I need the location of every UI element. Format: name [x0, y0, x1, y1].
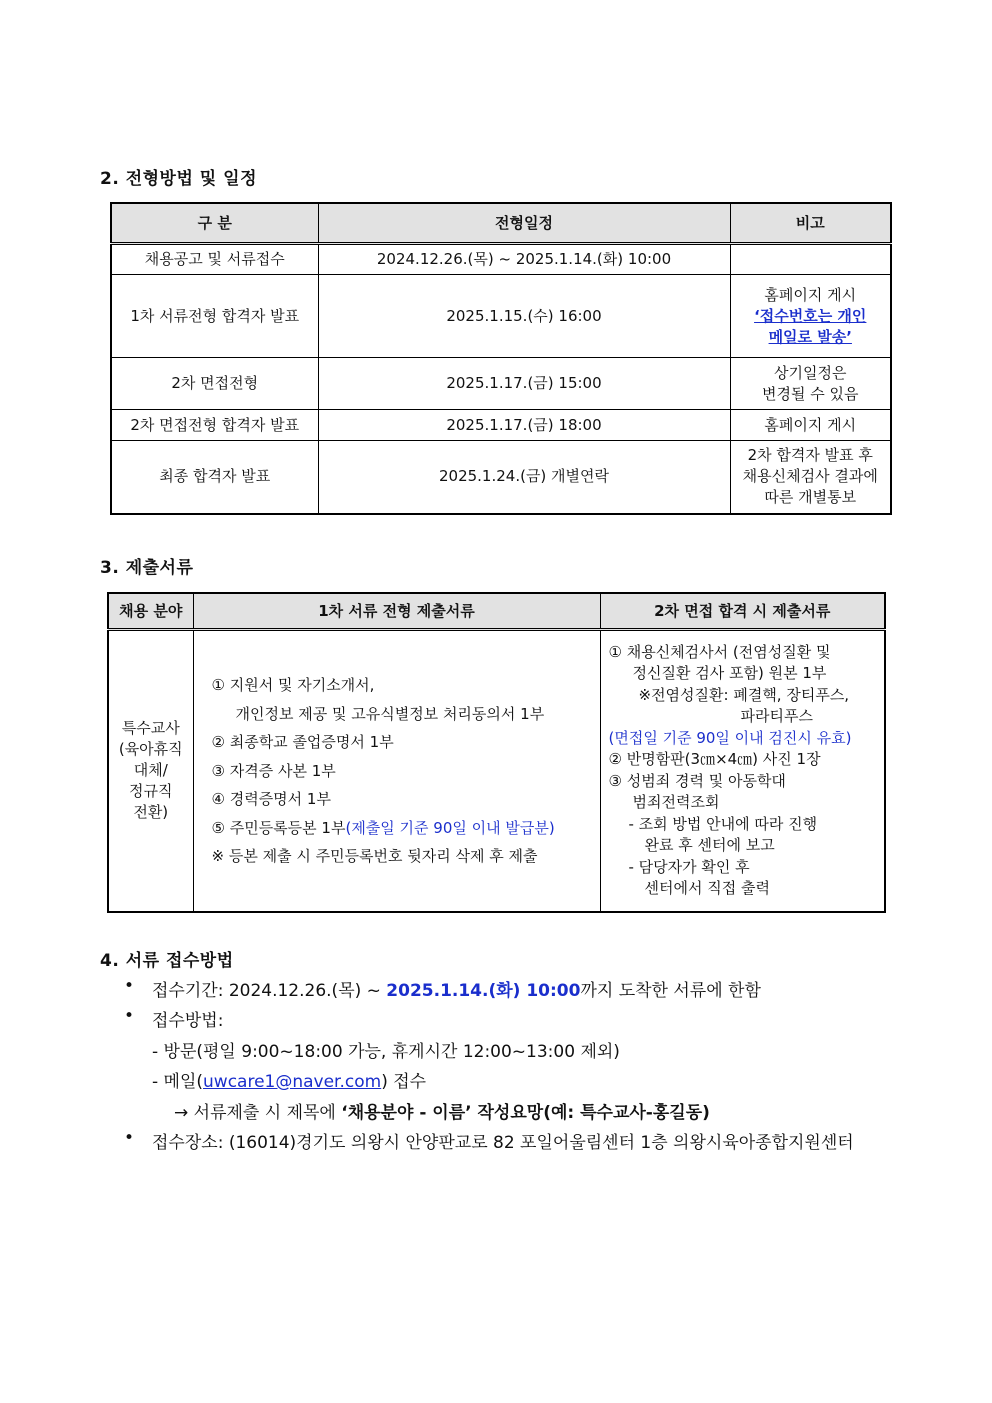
mail-text: ) 접수 — [381, 1072, 427, 1092]
docs1-line: 개인정보 제공 및 고유식별정보 처리동의서 1부 — [235, 704, 545, 723]
row-category: 2차 면접전형 합격자 발표 — [111, 410, 318, 441]
docs1-line: ④ 경력증명서 1부 — [211, 790, 331, 808]
docs2-line: 센터에서 직접 출력 — [644, 879, 770, 898]
method-line: 접수방법: — [152, 1011, 224, 1031]
docs2-line: - 담당자가 확인 후 — [628, 857, 750, 876]
docs1-line — [212, 814, 596, 843]
field-line: 대체/ — [133, 761, 168, 780]
docs2-line: ③ 성범죄 경력 및 아동학대 — [608, 771, 786, 790]
period-line — [152, 976, 761, 1001]
table-row — [111, 244, 891, 275]
note-emphasis: 메일로 발송’ — [768, 327, 852, 346]
header-category: 구 분 — [111, 203, 318, 244]
header-docs2: 2차 면접 합격 시 제출서류 — [600, 593, 885, 630]
row-category: 채용공고 및 서류접수 — [111, 244, 318, 275]
header-schedule: 전형일정 — [318, 203, 730, 244]
table-row — [111, 358, 891, 410]
section2-title: 2. 전형방법 및 일정 — [100, 169, 257, 189]
docs1-line: ① 지원서 및 자기소개서, — [211, 676, 375, 694]
docs1-cell — [193, 630, 600, 912]
table-row — [111, 275, 891, 358]
docs2-line: ② 반명함판(3㎝×4㎝) 사진 1장 — [608, 750, 821, 769]
place-line: 접수장소: (16014)경기도 의왕시 안양판교로 82 포일어울림센터 1층 의왕시육아종합지원센터 — [152, 1133, 854, 1153]
field-line: (육아휴직 — [118, 740, 183, 759]
row-note — [730, 244, 891, 275]
docs1-text: ⑤ 주민등록등본 1부 — [211, 818, 346, 837]
header-docs1: 1차 서류 전형 제출서류 — [193, 593, 600, 630]
field-line: 특수교사 — [121, 719, 180, 738]
row-note: 홈페이지 게시 — [730, 410, 891, 441]
table-row — [108, 630, 885, 912]
bullet-icon: • — [124, 976, 135, 996]
header-note: 비고 — [730, 203, 891, 244]
row-schedule: 2025.1.17.(금) 18:00 — [318, 410, 730, 441]
row-category: 최종 합격자 발표 — [111, 441, 318, 514]
bullet-icon: • — [124, 1006, 135, 1026]
row-schedule: 2025.1.15.(수) 16:00 — [318, 275, 730, 358]
docs1-line: ③ 자격증 사본 1부 — [211, 761, 336, 780]
field-cell — [108, 630, 193, 912]
docs1-line: ② 최종학교 졸업증명서 1부 — [211, 733, 394, 751]
docs2-cell — [600, 630, 885, 912]
note-line: 따른 개별통보 — [764, 488, 857, 507]
docs2-line: 완료 후 센터에 보고 — [644, 836, 775, 855]
note-line: 홈페이지 게시 — [764, 285, 857, 304]
table-row — [111, 410, 891, 441]
period-text: 접수기간: 2024.12.26.(목) ~ — [152, 981, 387, 1001]
documents-header-row — [108, 593, 885, 630]
mail-text: - 메일( — [152, 1072, 204, 1092]
docs2-line: 파라티푸스 — [740, 707, 813, 726]
docs2-line: ※전염성질환: 폐결핵, 장티푸스, — [638, 685, 850, 704]
field-line: 전환) — [133, 803, 169, 822]
docs2-line: 범죄전력조회 — [632, 793, 720, 812]
schedule-table — [110, 202, 892, 515]
row-schedule: 2025.1.24.(금) 개별연락 — [318, 441, 730, 514]
visit-line: - 방문(평일 9:00~18:00 가능, 휴게시간 12:00~13:00 제외) — [152, 1042, 620, 1062]
row-category: 1차 서류전형 합격자 발표 — [111, 275, 318, 358]
note-line: 상기일정은 — [774, 363, 847, 382]
mail-line — [152, 1067, 426, 1092]
table-row — [111, 441, 891, 514]
email-link[interactable]: uwcare1@naver.com — [203, 1072, 382, 1092]
period-text: 까지 도착한 서류에 한함 — [580, 981, 761, 1001]
documents-table — [107, 592, 886, 913]
docs1-note: (제출일 기준 90일 이내 발급분) — [345, 818, 555, 837]
schedule-header-row — [111, 203, 891, 244]
row-note — [730, 275, 891, 358]
subject-text: → 서류제출 시 제목에 — [174, 1103, 342, 1123]
row-schedule: 2024.12.26.(목) ~ 2025.1.14.(화) 10:00 — [318, 244, 730, 275]
field-line: 정규직 — [129, 782, 173, 801]
row-note — [730, 441, 891, 514]
section3-title: 3. 제출서류 — [100, 558, 194, 578]
row-note — [730, 358, 891, 410]
docs2-line: ① 채용신체검사서 (전염성질환 및 — [608, 642, 831, 661]
docs2-note: (면접일 기준 90일 이내 검진시 유효) — [608, 728, 852, 747]
section4-title: 4. 서류 접수방법 — [100, 951, 234, 971]
docs2-line: 정신질환 검사 포함) 원본 1부 — [632, 664, 827, 683]
subject-format: ‘채용분야 - 이름’ 작성요망(예: 특수교사-홍길동) — [341, 1103, 710, 1123]
period-deadline: 2025.1.14.(화) 10:00 — [386, 981, 581, 1001]
docs2-line: - 조회 방법 안내에 따라 진행 — [628, 814, 818, 833]
note-emphasis: ‘접수번호는 개인 — [754, 306, 867, 325]
note-line: 변경될 수 있음 — [762, 384, 859, 403]
bullet-icon: • — [124, 1128, 135, 1148]
row-schedule: 2025.1.17.(금) 15:00 — [318, 358, 730, 410]
docs1-line: ※ 등본 제출 시 주민등록번호 뒷자리 삭제 후 제출 — [211, 847, 538, 865]
subject-line — [174, 1098, 710, 1123]
row-category: 2차 면접전형 — [111, 358, 318, 410]
note-line: 2차 합격자 발표 후 — [747, 446, 873, 465]
note-line: 채용신체검사 결과에 — [742, 467, 878, 486]
header-field: 채용 분야 — [108, 593, 193, 630]
